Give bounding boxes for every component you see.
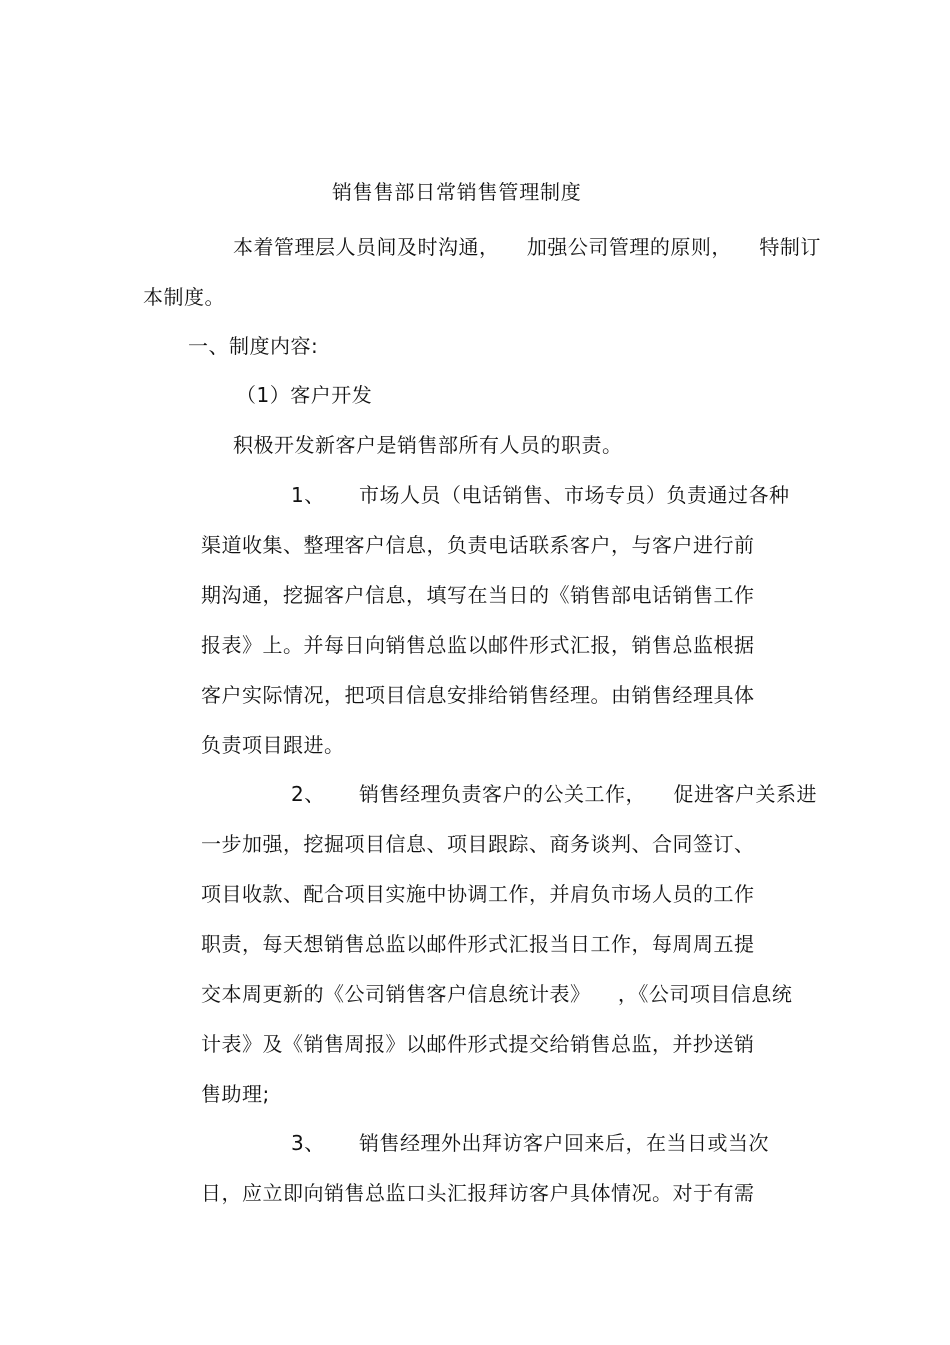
item-2-line-1: 2、 销售经理负责客户的公关工作， 促进客户关系进	[291, 782, 817, 806]
item-2-line-4: 职责，每天想销售总监以邮件形式汇报当日工作，每周周五提	[201, 932, 755, 956]
subsection-heading: （1）客户开发	[236, 383, 373, 407]
item-2-line-5: 交本周更新的《公司销售客户信息统计表》 ，《公司项目信息统	[201, 982, 793, 1006]
item-1-line-6: 负责项目跟进。	[201, 733, 345, 757]
item-2-line-7: 售助理;	[201, 1082, 270, 1106]
item-3-line-1: 3、 销售经理外出拜访客户回来后，在当日或当次	[291, 1131, 770, 1155]
item-1-line-2: 渠道收集、整理客户信息，负责电话联系客户，与客户进行前	[201, 533, 755, 557]
item-1-line-3: 期沟通，挖掘客户信息，填写在当日的《销售部电话销售工作	[201, 583, 755, 607]
document-title: 销售售部日常销售管理制度	[332, 180, 582, 204]
item-2-line-3: 项目收款、配合项目实施中协调工作，并肩负市场人员的工作	[201, 882, 755, 906]
intro-line-2: 本制度。	[143, 285, 225, 309]
item-3-line-2: 日，应立即向销售总监口头汇报拜访客户具体情况。对于有需	[201, 1181, 755, 1205]
item-1-line-5: 客户实际情况，把项目信息安排给销售经理。由销售经理具体	[201, 683, 755, 707]
intro-line-1: 本着管理层人员间及时沟通， 加强公司管理的原则， 特制订	[233, 235, 821, 259]
item-2-line-2: 一步加强，挖掘项目信息、项目跟踪、商务谈判、合同签订、	[201, 832, 755, 856]
item-1-line-4: 报表》上。并每日向销售总监以邮件形式汇报，销售总监根据	[201, 633, 755, 657]
subsection-statement: 积极开发新客户是销售部所有人员的职责。	[233, 433, 623, 457]
section-heading: 一、制度内容:	[188, 334, 319, 358]
item-2-line-6: 计表》及《销售周报》以邮件形式提交给销售总监，并抄送销	[201, 1032, 755, 1056]
item-1-line-1: 1、 市场人员（电话销售、市场专员）负责通过各种	[291, 483, 790, 507]
